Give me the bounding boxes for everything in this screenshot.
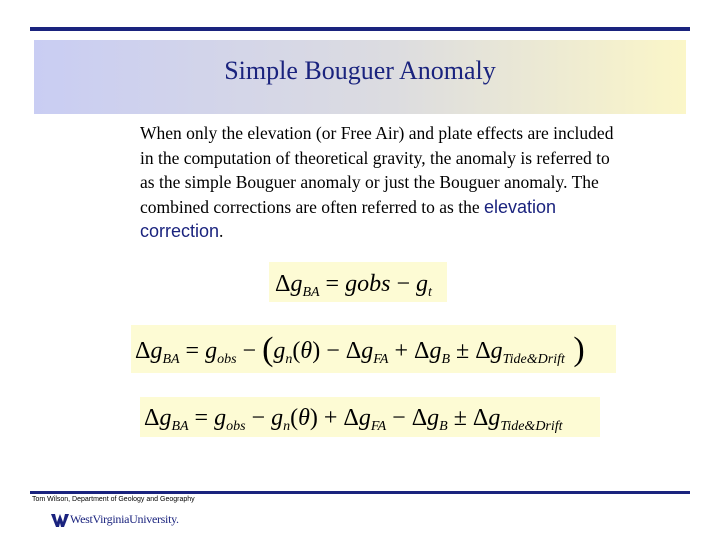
svg-text:ΔgBA = gobs − (gn(θ) − ΔgFA +: $\Delta g_{BA} = g_{obs} - (g_n(\theta) - \Delta g_{FA} + \Delta g_B \pm \Delta g_{Tide\&Drift}$ ) (135, 331, 585, 368)
top-rule (30, 27, 690, 31)
university-logo (50, 508, 200, 530)
body-paragraph (140, 121, 620, 244)
bottom-rule (30, 491, 690, 494)
equation-3 (140, 397, 600, 437)
slide-title: Simple Bouguer Anomaly (224, 56, 496, 85)
paragraph-end: . (219, 221, 224, 241)
equation-1 (269, 262, 447, 302)
footer-credit: Tom Wilson, Department of Geology and Geography (32, 496, 195, 503)
svg-text:ΔgBA = gobs − gn(θ) + ΔgFA − Δ: $\Delta g_{BA} = g_{obs} - g_n(\theta) + \Delta g_{FA} - \Delta g_B \pm \Delta g_{Tide\&Drift}$ (144, 405, 563, 434)
svg-text:ΔgBA = gobs − gt: $\Delta g_{BA}$ = gobs − $g_t$ (275, 271, 432, 300)
paragraph-emphasis: elevation correction (140, 196, 557, 241)
paragraph-text: When only the elevation (or Free Air) and plate effects are included in the computation of theoretical gravity, the anomaly is referred to as the simple Bouguer anomaly or just the Bouguer anomaly. The combined corrections are often referred to as the (140, 123, 614, 217)
logo-wordmark: WestVirginiaUniversity. (70, 512, 179, 526)
wv-flying-icon (50, 510, 70, 530)
equation-2 (131, 325, 616, 373)
